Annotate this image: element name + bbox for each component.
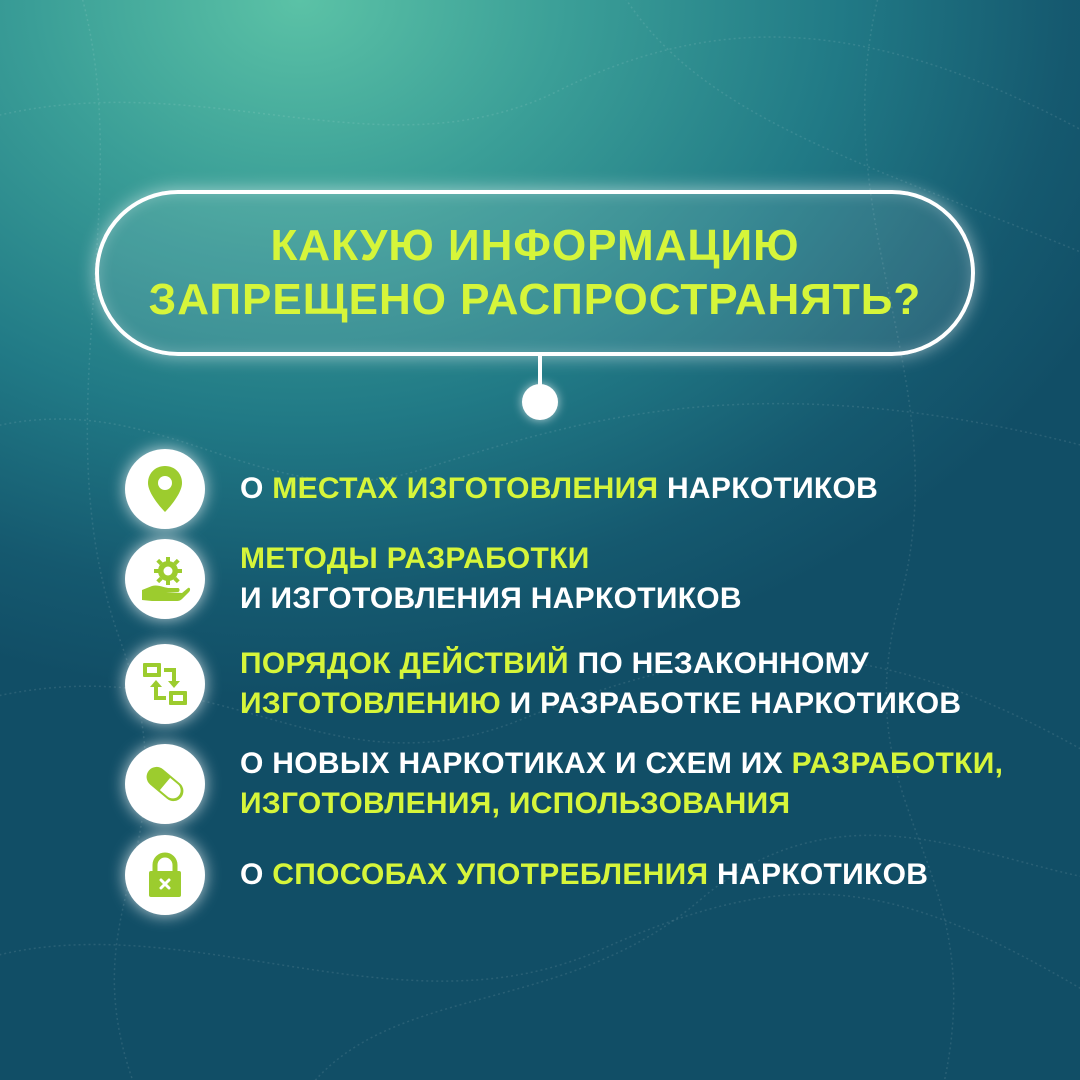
item-text xyxy=(240,744,1003,824)
item-segment-highlight: МЕСТАХ ИЗГОТОВЛЕНИЯ xyxy=(272,472,659,505)
connector-dot xyxy=(522,384,558,420)
hand-gear-icon xyxy=(125,539,205,619)
item-text xyxy=(240,469,878,509)
item-segment: О xyxy=(240,472,273,505)
pill-icon xyxy=(125,744,205,824)
item-segment-highlight: ПОРЯДОК ДЕЙСТВИЙ xyxy=(240,647,569,680)
item-segment: НАРКОТИКОВ xyxy=(708,858,929,891)
item-segment: О НОВЫХ НАРКОТИКАХ И СХЕМ ИХ xyxy=(240,747,792,780)
item-line xyxy=(240,644,961,684)
item-segment-highlight: РАЗРАБОТКИ, xyxy=(791,747,1004,780)
item-line xyxy=(240,539,742,579)
item-segment-highlight: ИЗГОТОВЛЕНИЮ xyxy=(240,687,501,720)
location-pin-icon xyxy=(125,449,205,529)
item-line xyxy=(240,855,928,895)
item-line xyxy=(240,579,742,619)
item-text xyxy=(240,855,928,895)
title-line-2: ЗАПРЕЩЕНО РАСПРОСТРАНЯТЬ? xyxy=(148,275,922,324)
list-item xyxy=(125,744,1025,824)
title-line-1: КАКУЮ ИНФОРМАЦИЮ xyxy=(270,221,800,270)
item-segment-highlight: МЕТОДЫ РАЗРАБОТКИ xyxy=(240,542,590,575)
item-line xyxy=(240,469,878,509)
list-item xyxy=(125,835,1025,915)
item-segment: ПО НЕЗАКОННОМУ xyxy=(568,647,870,680)
item-segment: НАРКОТИКОВ xyxy=(658,472,879,505)
item-segment: И РАЗРАБОТКЕ НАРКОТИКОВ xyxy=(500,687,962,720)
item-segment-highlight: СПОСОБАХ УПОТРЕБЛЕНИЯ xyxy=(272,858,709,891)
item-text xyxy=(240,644,961,724)
item-segment-highlight: ИЗГОТОВЛЕНИЯ, ИСПОЛЬЗОВАНИЯ xyxy=(240,787,791,820)
item-line xyxy=(240,744,1003,784)
item-line xyxy=(240,784,1003,824)
process-flow-icon xyxy=(125,644,205,724)
item-segment: И ИЗГОТОВЛЕНИЯ НАРКОТИКОВ xyxy=(240,582,742,615)
list-item xyxy=(125,644,1025,724)
title-banner xyxy=(95,190,975,356)
list-item xyxy=(125,449,1025,529)
list-item xyxy=(125,539,1025,619)
item-line xyxy=(240,684,961,724)
item-text xyxy=(240,539,742,619)
item-segment: О xyxy=(240,858,273,891)
padlock-icon xyxy=(125,835,205,915)
